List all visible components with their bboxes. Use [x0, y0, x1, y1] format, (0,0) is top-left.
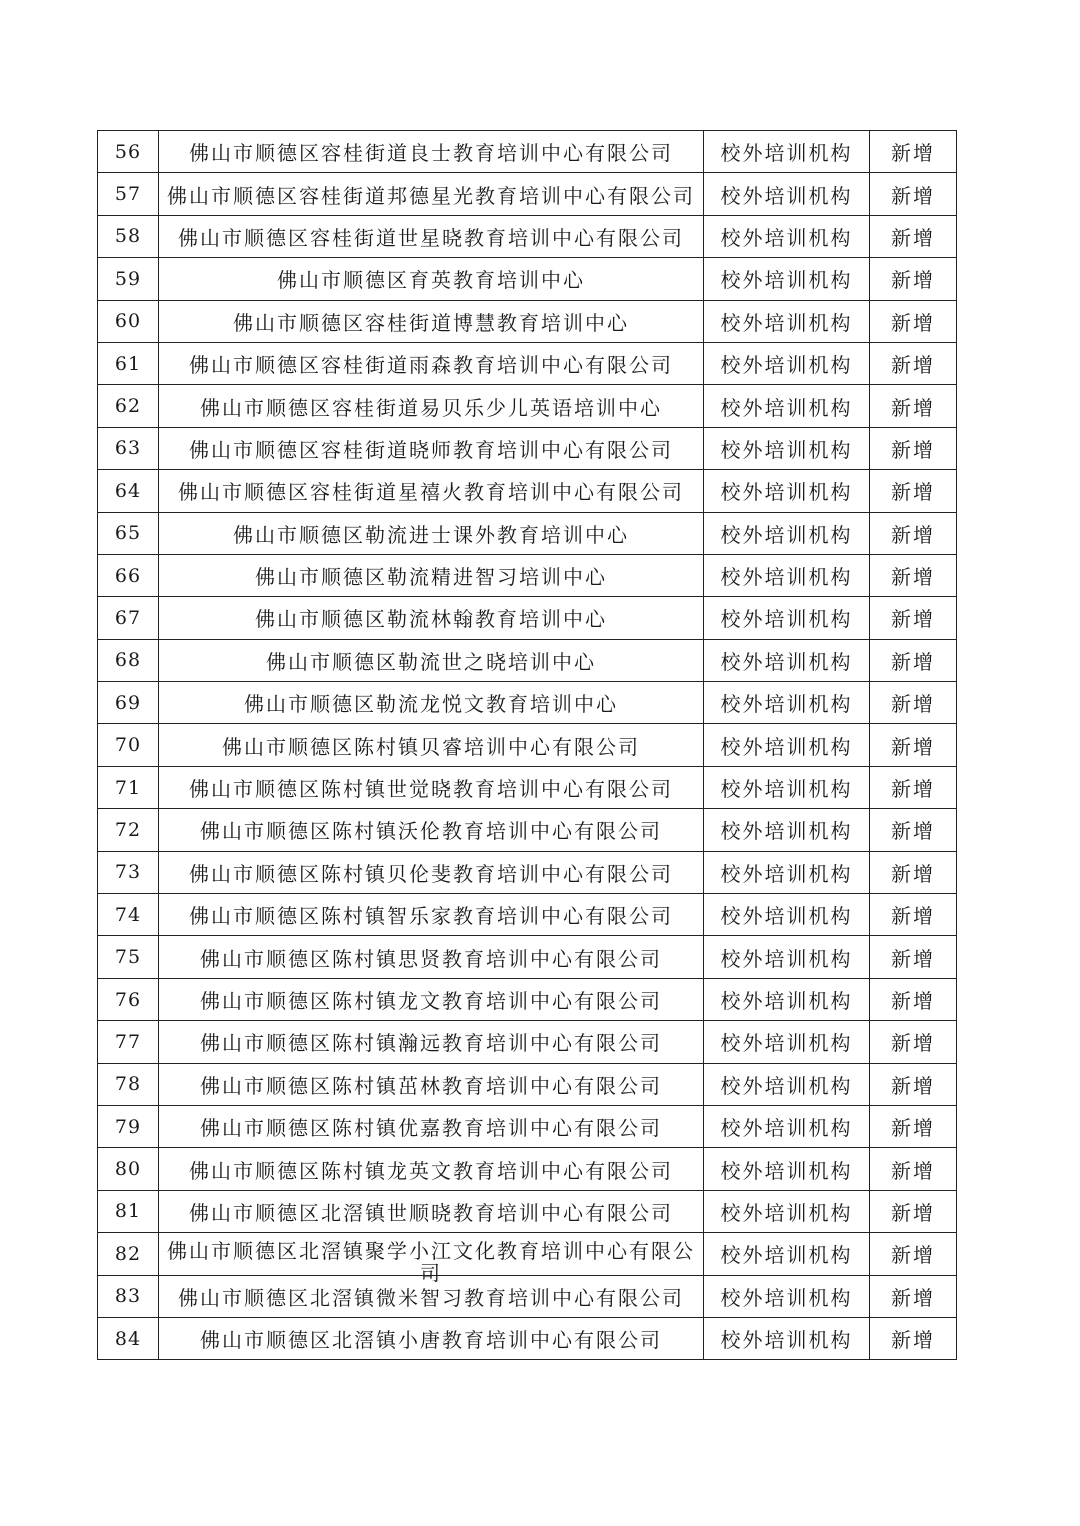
institution-name: 佛山市顺德区陈村镇瀚远教育培训中心有限公司 — [159, 1021, 704, 1063]
institution-type: 校外培训机构 — [704, 1317, 870, 1359]
status-cell: 新增 — [870, 1317, 957, 1359]
row-number: 72 — [98, 809, 159, 851]
table-row — [98, 385, 957, 427]
row-number: 80 — [98, 1148, 159, 1190]
institution-type: 校外培训机构 — [704, 639, 870, 681]
row-number: 75 — [98, 936, 159, 978]
row-number: 70 — [98, 724, 159, 766]
institution-type: 校外培训机构 — [704, 766, 870, 808]
institution-name: 佛山市顺德区陈村镇贝睿培训中心有限公司 — [159, 724, 704, 766]
table-row — [98, 131, 957, 173]
institution-name: 佛山市顺德区陈村镇优嘉教育培训中心有限公司 — [159, 1105, 704, 1147]
table-row — [98, 894, 957, 936]
row-number: 84 — [98, 1317, 159, 1359]
status-cell: 新增 — [870, 936, 957, 978]
table-row — [98, 1105, 957, 1147]
institution-name: 佛山市顺德区陈村镇贝伦斐教育培训中心有限公司 — [159, 851, 704, 893]
table-row — [98, 766, 957, 808]
status-cell: 新增 — [870, 682, 957, 724]
institution-name: 佛山市顺德区北滘镇小唐教育培训中心有限公司 — [159, 1317, 704, 1359]
table-row — [98, 682, 957, 724]
row-number: 82 — [98, 1233, 159, 1275]
institution-name: 佛山市顺德区勒流龙悦文教育培训中心 — [159, 682, 704, 724]
institution-type: 校外培训机构 — [704, 1190, 870, 1232]
table-row — [98, 1063, 957, 1105]
row-number: 63 — [98, 427, 159, 469]
table-row — [98, 724, 957, 766]
institution-name: 佛山市顺德区容桂街道易贝乐少儿英语培训中心 — [159, 385, 704, 427]
institution-table — [97, 130, 957, 1360]
institution-type: 校外培训机构 — [704, 1233, 870, 1275]
row-number: 66 — [98, 554, 159, 596]
institution-type: 校外培训机构 — [704, 300, 870, 342]
row-number: 78 — [98, 1063, 159, 1105]
institution-name: 佛山市顺德区容桂街道良士教育培训中心有限公司 — [159, 131, 704, 173]
status-cell: 新增 — [870, 978, 957, 1020]
institution-name: 佛山市顺德区容桂街道雨森教育培训中心有限公司 — [159, 342, 704, 384]
status-cell: 新增 — [870, 1233, 957, 1275]
table-row — [98, 173, 957, 215]
institution-name: 佛山市顺德区陈村镇沃伦教育培训中心有限公司 — [159, 809, 704, 851]
institution-type: 校外培训机构 — [704, 342, 870, 384]
institution-name: 佛山市顺德区北滘镇微米智习教育培训中心有限公司 — [159, 1275, 704, 1317]
institution-name: 佛山市顺德区育英教育培训中心 — [159, 258, 704, 300]
institution-name: 佛山市顺德区陈村镇茁林教育培训中心有限公司 — [159, 1063, 704, 1105]
row-number: 60 — [98, 300, 159, 342]
row-number: 71 — [98, 766, 159, 808]
row-number: 57 — [98, 173, 159, 215]
row-number: 61 — [98, 342, 159, 384]
institution-name: 佛山市顺德区勒流世之晓培训中心 — [159, 639, 704, 681]
table-row — [98, 1317, 957, 1359]
row-number: 56 — [98, 131, 159, 173]
institution-type: 校外培训机构 — [704, 978, 870, 1020]
status-cell: 新增 — [870, 1275, 957, 1317]
institution-name: 佛山市顺德区陈村镇世觉晓教育培训中心有限公司 — [159, 766, 704, 808]
institution-name: 佛山市顺德区容桂街道世星晓教育培训中心有限公司 — [159, 215, 704, 257]
status-cell: 新增 — [870, 512, 957, 554]
institution-name: 佛山市顺德区陈村镇龙文教育培训中心有限公司 — [159, 978, 704, 1020]
table-row — [98, 978, 957, 1020]
institution-type: 校外培训机构 — [704, 1105, 870, 1147]
status-cell: 新增 — [870, 851, 957, 893]
table-row — [98, 1148, 957, 1190]
status-cell: 新增 — [870, 300, 957, 342]
institution-type: 校外培训机构 — [704, 215, 870, 257]
status-cell: 新增 — [870, 597, 957, 639]
status-cell: 新增 — [870, 1063, 957, 1105]
institution-type: 校外培训机构 — [704, 724, 870, 766]
institution-type: 校外培训机构 — [704, 470, 870, 512]
status-cell: 新增 — [870, 215, 957, 257]
table-body — [98, 131, 957, 1360]
table-row — [98, 215, 957, 257]
row-number: 76 — [98, 978, 159, 1020]
institution-type: 校外培训机构 — [704, 258, 870, 300]
institution-type: 校外培训机构 — [704, 554, 870, 596]
institution-type: 校外培训机构 — [704, 851, 870, 893]
row-number: 81 — [98, 1190, 159, 1232]
institution-name: 佛山市顺德区容桂街道博慧教育培训中心 — [159, 300, 704, 342]
status-cell: 新增 — [870, 470, 957, 512]
status-cell: 新增 — [870, 258, 957, 300]
table-row — [98, 1233, 957, 1275]
row-number: 58 — [98, 215, 159, 257]
status-cell: 新增 — [870, 1190, 957, 1232]
row-number: 59 — [98, 258, 159, 300]
status-cell: 新增 — [870, 427, 957, 469]
institution-type: 校外培训机构 — [704, 936, 870, 978]
table-row — [98, 554, 957, 596]
institution-type: 校外培训机构 — [704, 597, 870, 639]
table-row — [98, 258, 957, 300]
institution-type: 校外培训机构 — [704, 1148, 870, 1190]
table-row — [98, 342, 957, 384]
row-number: 64 — [98, 470, 159, 512]
row-number: 67 — [98, 597, 159, 639]
table-row — [98, 597, 957, 639]
status-cell: 新增 — [870, 1148, 957, 1190]
table-row — [98, 851, 957, 893]
status-cell: 新增 — [870, 131, 957, 173]
institution-type: 校外培训机构 — [704, 427, 870, 469]
table-row — [98, 470, 957, 512]
status-cell: 新增 — [870, 385, 957, 427]
status-cell: 新增 — [870, 1105, 957, 1147]
row-number: 79 — [98, 1105, 159, 1147]
row-number: 74 — [98, 894, 159, 936]
status-cell: 新增 — [870, 894, 957, 936]
table-row — [98, 809, 957, 851]
institution-name: 佛山市顺德区陈村镇龙英文教育培训中心有限公司 — [159, 1148, 704, 1190]
institution-name: 佛山市顺德区陈村镇思贤教育培训中心有限公司 — [159, 936, 704, 978]
table-row — [98, 1275, 957, 1317]
status-cell: 新增 — [870, 639, 957, 681]
table-row — [98, 427, 957, 469]
table-row — [98, 1190, 957, 1232]
institution-type: 校外培训机构 — [704, 1275, 870, 1317]
table-row — [98, 639, 957, 681]
institution-type: 校外培训机构 — [704, 682, 870, 724]
status-cell: 新增 — [870, 766, 957, 808]
status-cell: 新增 — [870, 342, 957, 384]
institution-name: 佛山市顺德区北滘镇世顺晓教育培训中心有限公司 — [159, 1190, 704, 1232]
row-number: 62 — [98, 385, 159, 427]
table-row — [98, 936, 957, 978]
institution-name: 佛山市顺德区陈村镇智乐家教育培训中心有限公司 — [159, 894, 704, 936]
institution-type: 校外培训机构 — [704, 809, 870, 851]
row-number: 68 — [98, 639, 159, 681]
row-number: 83 — [98, 1275, 159, 1317]
institution-type: 校外培训机构 — [704, 1063, 870, 1105]
institution-name: 佛山市顺德区勒流进士课外教育培训中心 — [159, 512, 704, 554]
row-number: 65 — [98, 512, 159, 554]
row-number: 69 — [98, 682, 159, 724]
status-cell: 新增 — [870, 173, 957, 215]
institution-type: 校外培训机构 — [704, 131, 870, 173]
institution-type: 校外培训机构 — [704, 894, 870, 936]
table-row — [98, 512, 957, 554]
institution-name-text: 佛山市顺德区北滘镇聚学小江文化教育培训中心有限公司 — [167, 1238, 695, 1285]
institution-type: 校外培训机构 — [704, 173, 870, 215]
status-cell: 新增 — [870, 809, 957, 851]
institution-name — [159, 1233, 704, 1285]
status-cell: 新增 — [870, 1021, 957, 1063]
institution-type: 校外培训机构 — [704, 385, 870, 427]
institution-type: 校外培训机构 — [704, 512, 870, 554]
institution-name: 佛山市顺德区容桂街道晓师教育培训中心有限公司 — [159, 427, 704, 469]
table-row — [98, 1021, 957, 1063]
institution-name: 佛山市顺德区勒流精进智习培训中心 — [159, 554, 704, 596]
institution-type: 校外培训机构 — [704, 1021, 870, 1063]
institution-name: 佛山市顺德区容桂街道星禧火教育培训中心有限公司 — [159, 470, 704, 512]
status-cell: 新增 — [870, 554, 957, 596]
institution-name: 佛山市顺德区容桂街道邦德星光教育培训中心有限公司 — [159, 173, 704, 215]
institution-name: 佛山市顺德区勒流林翰教育培训中心 — [159, 597, 704, 639]
status-cell: 新增 — [870, 724, 957, 766]
row-number: 77 — [98, 1021, 159, 1063]
row-number: 73 — [98, 851, 159, 893]
table-row — [98, 300, 957, 342]
